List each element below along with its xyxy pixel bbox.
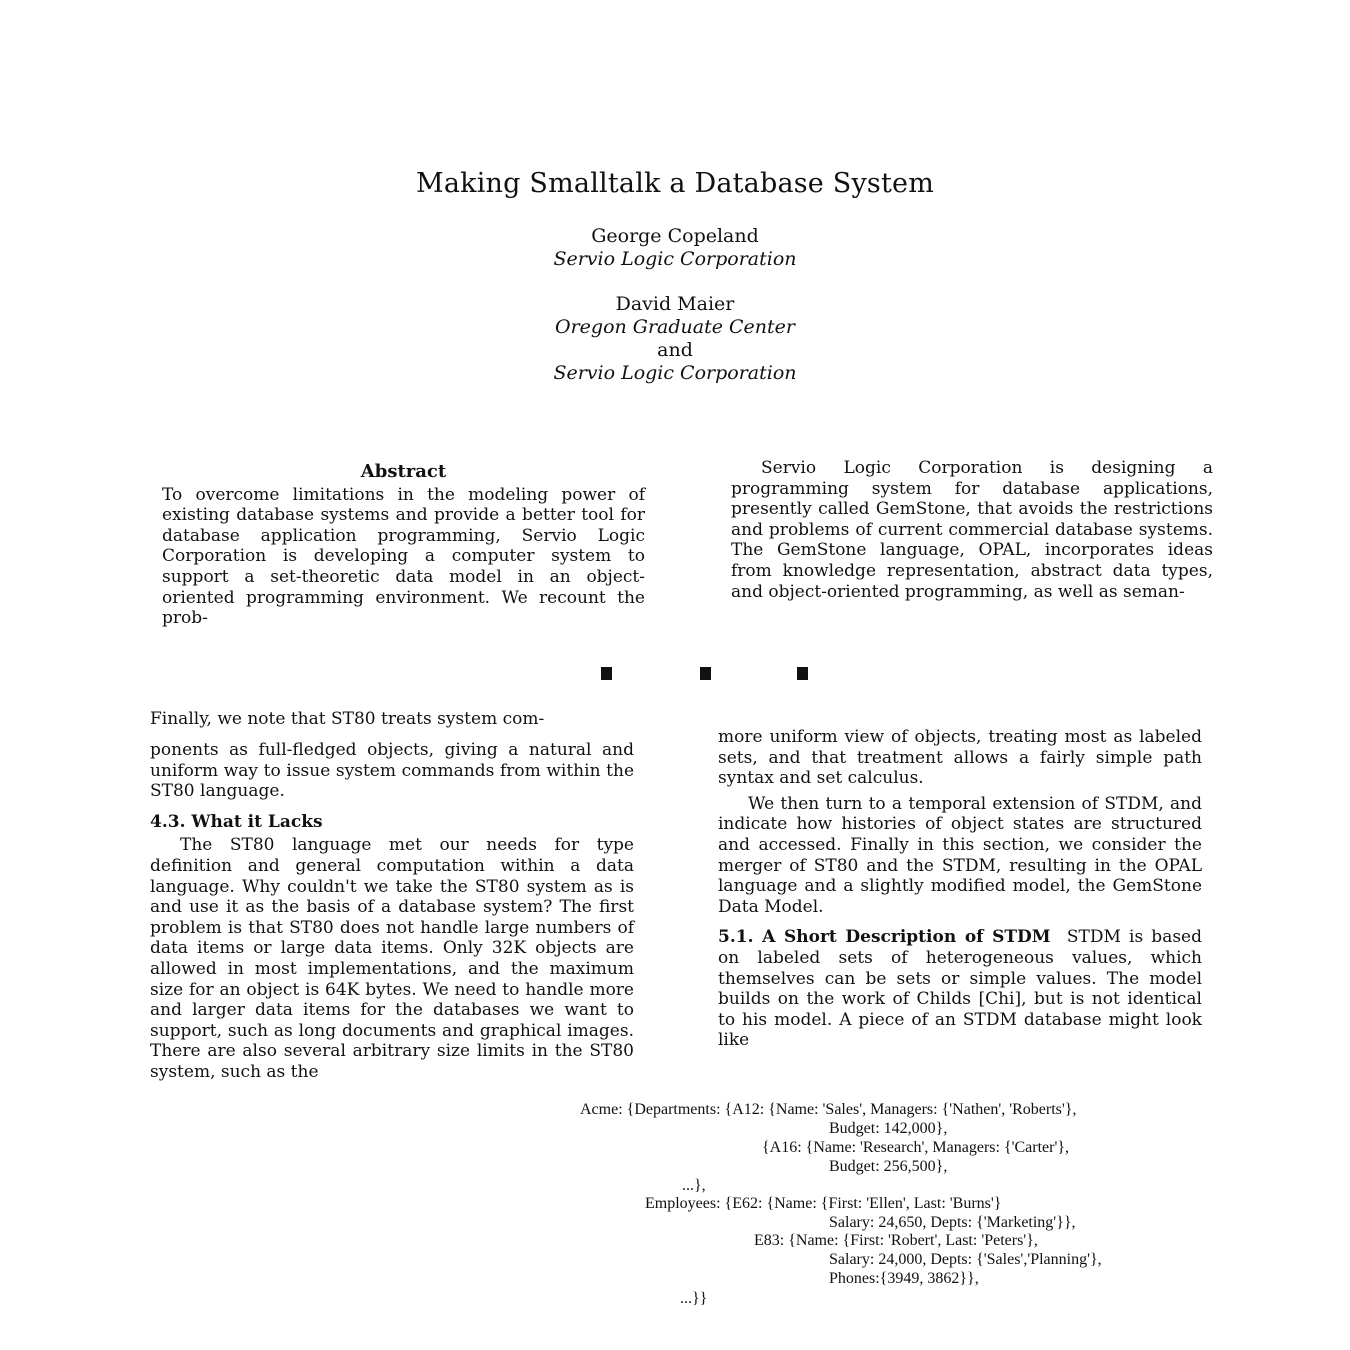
example-line-11: ...}} xyxy=(680,1290,708,1307)
right-col-para2: We then turn to a temporal extension of STDM, and indicate how histories of object states are structured and accessed. Finally in this section, we consider the merger of ST80 and the STDM, resulting in the OPAL language and a slightly modified model, the GemStone Data Model. xyxy=(718,793,1202,917)
right-col-para3-text: STDM is based on labeled sets of heterogeneous values, which themselves can be sets or simple values. The model builds on the work of Childs [Chi], but is not identical to his model. A piece of an STDM database might look like xyxy=(718,927,1202,1051)
example-line-2: Budget: 142,000}, xyxy=(829,1120,948,1137)
author1-name: George Copeland xyxy=(591,225,759,247)
example-line-7: Salary: 24,650, Depts: {'Marketing'}}, xyxy=(829,1214,1076,1231)
left-col-cut-line: Finally, we note that ST80 treats system com- xyxy=(150,709,545,729)
intro-right-text: Servio Logic Corporation is designing a programming system for database applications, presently called GemStone, that avoids the restrictions and problems of current commercial database systems. The GemStone language, OPAL, incorporates ideas from knowledge representation, abstract data types, and object-oriented programming, as well as seman- xyxy=(731,458,1213,602)
author2-affiliation-2: Servio Logic Corporation xyxy=(553,362,797,384)
right-col-para1: more uniform view of objects, treating most as labeled sets, and that treatment allows a fairly simple path syntax and set calculus. xyxy=(718,727,1202,789)
author1-affiliation: Servio Logic Corporation xyxy=(553,248,797,270)
example-line-8: E83: {Name: {First: 'Robert', Last: 'Peters'}, xyxy=(754,1232,1038,1249)
left-col-para1: ponents as full-fledged objects, giving a natural and uniform way to issue system commands from within the ST80 language. xyxy=(150,740,634,802)
example-line-9: Salary: 24,000, Depts: {'Sales','Planning'}, xyxy=(829,1251,1102,1268)
left-col-para2: The ST80 language met our needs for type definition and general computation within a data language. Why couldn't we take the ST80 system as is and use it as the basis of a database system? The first problem is that ST80 does not handle large numbers of data items or large data items. Only 32K objects are allowed in most implementations, and the maximum size for an object is 64K bytes. We need to handle more and larger data items for the databases we want to support, such as long documents and graphical images. There are also several arbitrary size limits in the ST80 system, such as the xyxy=(150,835,634,1082)
example-line-3: {A16: {Name: 'Research', Managers: {'Carter'}, xyxy=(762,1139,1070,1156)
author2-name: David Maier xyxy=(615,293,735,315)
example-line-5: ...}, xyxy=(682,1177,706,1194)
abstract-heading: Abstract xyxy=(360,461,447,482)
author2-affiliation-1: Oregon Graduate Center xyxy=(555,316,795,338)
example-line-1: Acme: {Departments: {A12: {Name: 'Sales', Managers: {'Nathen', 'Roberts'}, xyxy=(580,1101,1077,1118)
example-line-6: Employees: {E62: {Name: {First: 'Ellen', Last: 'Burns'} xyxy=(645,1195,1002,1212)
section-4-3-heading: 4.3. What it Lacks xyxy=(150,811,323,832)
abstract-text: To overcome limitations in the modeling power of existing database systems and provide a better tool for database application programming, Servio Logic Corporation is developing a computer system to support a set-theoretic data model in an object-oriented programming environment. We recount the prob- xyxy=(162,484,645,629)
section-5-1-heading: 5.1. A Short Description of STDM xyxy=(718,927,1051,948)
example-line-4: Budget: 256,500}, xyxy=(829,1158,948,1175)
paper-title: Making Smalltalk a Database System xyxy=(416,168,934,199)
example-line-10: Phones:{3949, 3862}}, xyxy=(829,1270,979,1287)
author2-and: and xyxy=(657,339,693,361)
